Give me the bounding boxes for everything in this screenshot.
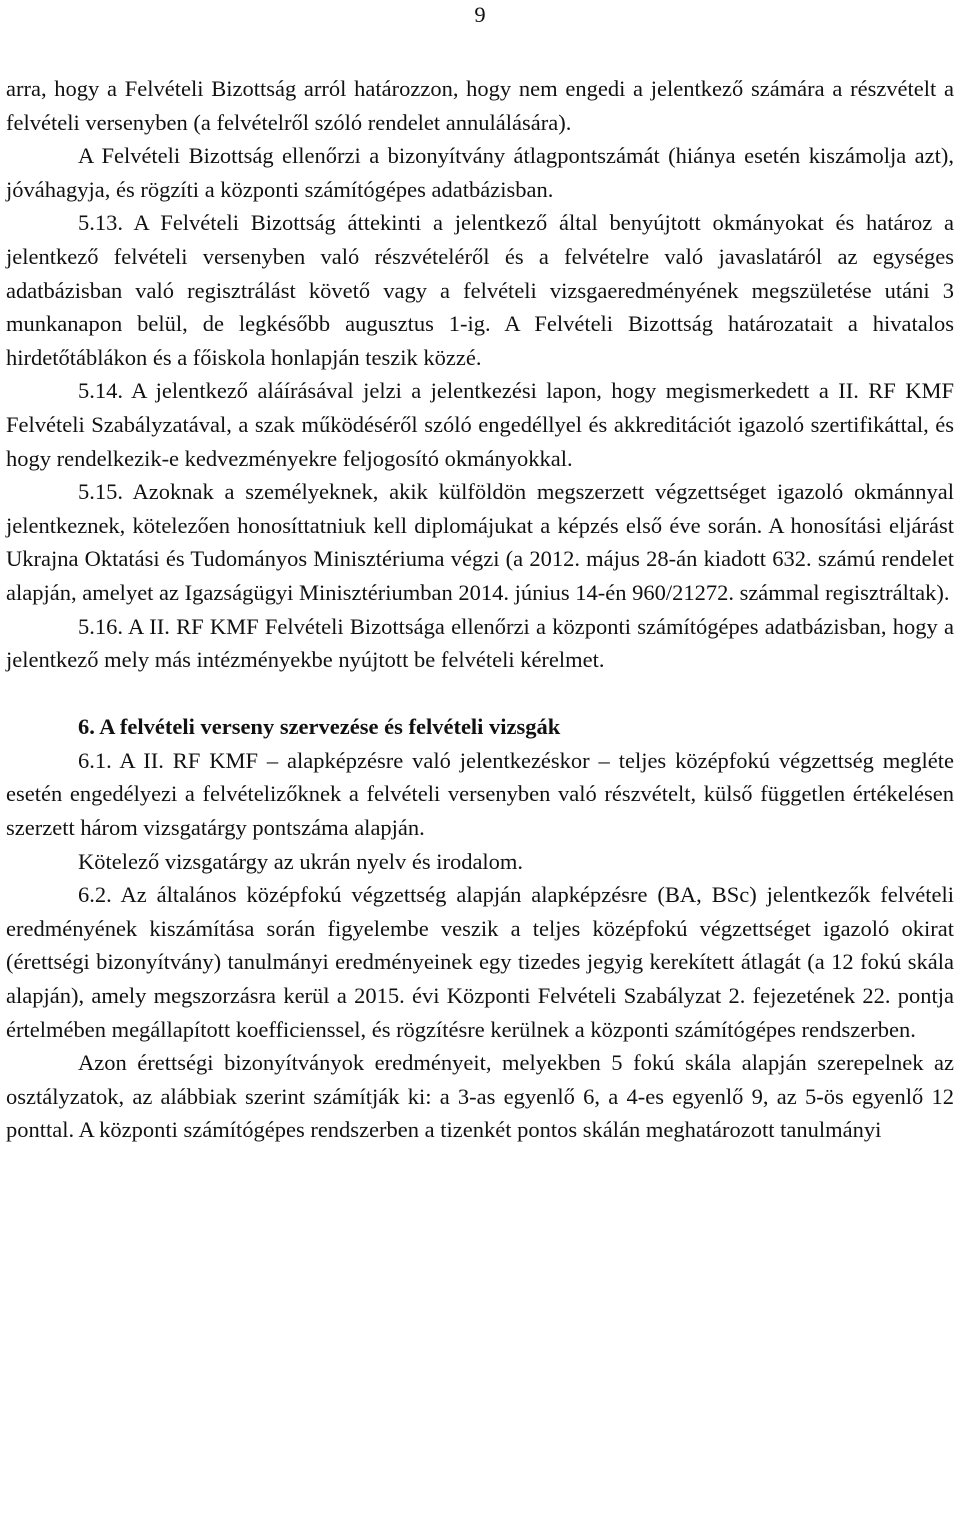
paragraph-5-16: 5.16. A II. RF KMF Felvételi Bizottsága ellenőrzi a központi számítógépes adatbázisban, hogy a jelentkező mely más intézményekbe nyújtott be felvételi kérelmet.	[6, 613, 954, 673]
paragraph-gpa-check: A Felvételi Bizottság ellenőrzi a bizonyítvány átlagpontszámát (hiánya esetén kiszámolja azt), jóváhagyja, és rögzíti a központi számítógépes adatbázisban.	[6, 143, 954, 202]
document-body	[6, 72, 954, 1147]
paragraph-6-2: 6.2. Az általános középfokú végzettség alapján alapképzésre (BA, BSc) jelentkezők felvételi eredményének kiszámítása során figyelembe veszik a teljes középfokú végzettséget igazoló okirat (érettségi bizonyítvány) tanulmányi eredményeinek egy tizedes jegyig kerekített átlagát (a 12 fokú skála alapján), amely megszorzásra kerül a 2015. évi Központi Felvételi Szabályzat 2. fejezetének 22. pontja értelmében megállapított koefficienssel, és rögzítésre kerülnek a központi számítógépes rendszerben.	[6, 882, 954, 1042]
paragraph-5-13: 5.13. A Felvételi Bizottság áttekinti a jelentkező által benyújtott okmányokat és határoz a jelentkező felvételi versenyben való részvételéről és a felvételre való javaslatáról az egységes adatbázisban való regisztrálást követő vagy a felvételi vizsgaeredményének megszületése utáni 3 munkanapon belül, de legkésőbb augusztus 1-ig. A Felvételi Bizottság határozatait a hivatalos hirdetőtáblákon és a főiskola honlapján teszik közzé.	[6, 210, 954, 370]
paragraph-grade-conversion: Azon érettségi bizonyítványok eredményeit, melyekben 5 fokú skála alapján szerepelnek az osztályzatok, az alábbiak szerint számítják ki: a 3-as egyenlő 6, a 4-es egyenlő 9, az 5-ös egyenlő 12 ponttal. A központi számítógépes rendszerben a tizenkét pontos skálán meghatározott tanulmányi	[6, 1050, 954, 1143]
page-number: 9	[474, 2, 486, 27]
paragraph-continuation: arra, hogy a Felvételi Bizottság arról határozzon, hogy nem engedi a jelentkező számára a részvételt a felvételi versenyben (a felvételről szóló rendelet annulálására).	[6, 76, 954, 135]
paragraph-5-15: 5.15. Azoknak a személyeknek, akik külföldön megszerzett végzettséget igazoló okmánnyal jelentkeznek, kötelezően honosíttatniuk kell diplomájukat a képzés első éve során. A honosítási eljárást Ukrajna Oktatási és Tudományos Minisztériuma végzi (a 2012. május 28-án kiadott 632. számú rendelet alapján, amelyet az Igazságügyi Minisztériumban 2014. június 14-én 960/21272. számmal regisztráltak).	[6, 479, 954, 605]
blank-line	[6, 677, 954, 711]
section-heading: 6. A felvételi verseny szervezése és felvételi vizsgák	[78, 714, 561, 740]
paragraph-5-14: 5.14. A jelentkező aláírásával jelzi a jelentkezési lapon, hogy megismerkedett a II. RF KMF Felvételi Szabályzatával, a szak működéséről szóló engedéllyel és akkreditációt igazoló szertifikáttal, és hogy rendelkezik-e kedvezményekre feljogosító okmányokkal.	[6, 378, 954, 471]
paragraph-6-1: 6.1. A II. RF KMF – alapképzésre való jelentkezéskor – teljes középfokú végzettség megléte esetén engedélyezi a felvételizőknek a felvételi versenyben való részvételt, külső független értékelésen szerzett három vizsgatárgy pontszáma alapján.	[6, 747, 954, 841]
paragraph-mandatory-subject: Kötelező vizsgatárgy az ukrán nyelv és irodalom.	[78, 848, 524, 874]
